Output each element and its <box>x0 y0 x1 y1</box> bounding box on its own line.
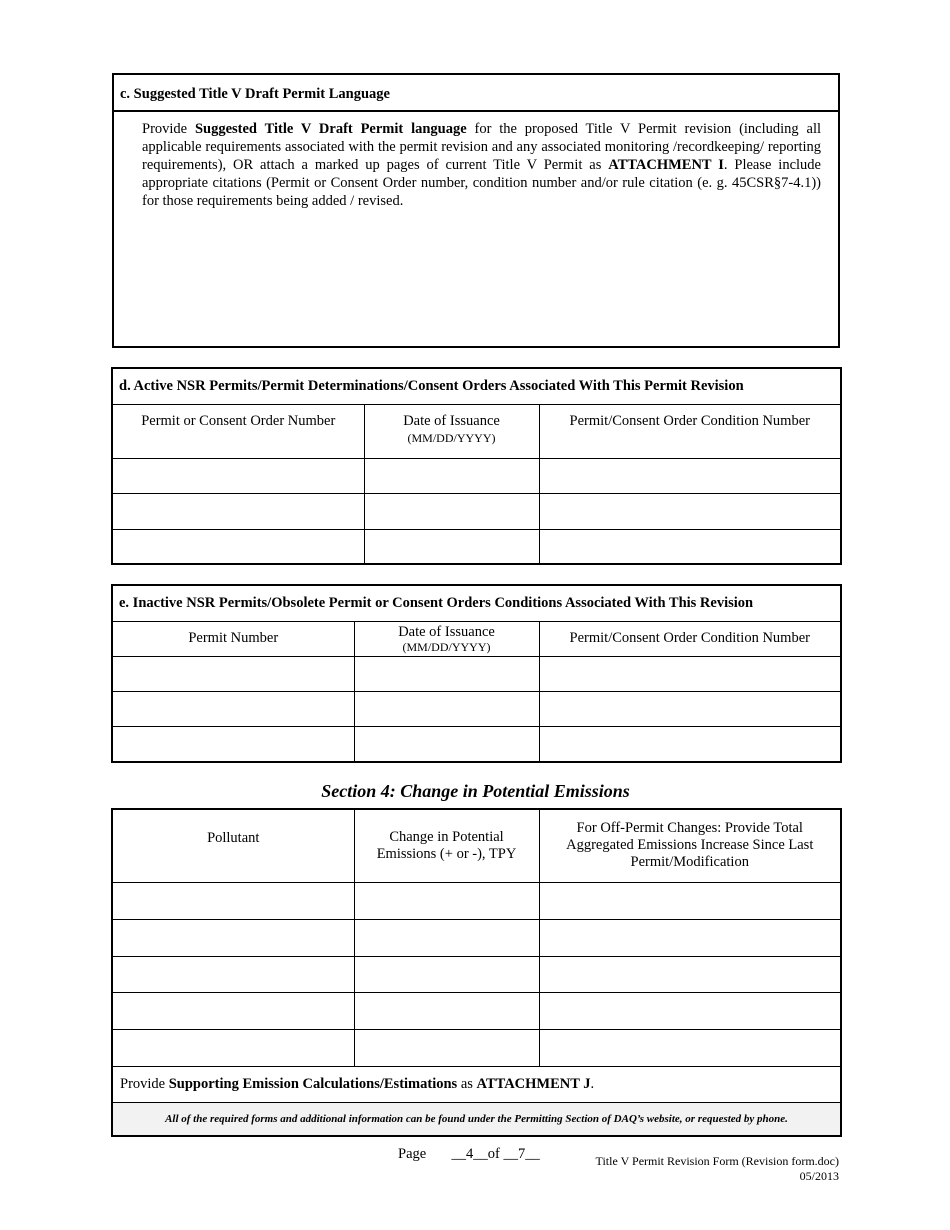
section-d-header: d. Active NSR Permits/Permit Determinations/Consent Orders Associated With This Permit Revision <box>112 368 841 404</box>
col-date-format: (MM/DD/YYYY) <box>402 639 491 654</box>
input-cell[interactable] <box>364 493 539 529</box>
text: for the proposed Title V Permit revision (including all applicable requirements associated with the permit revision and any associated monitoring /recordkeeping/ reporting requirements), OR attach a marked up pages of current Title V Permit as <box>142 121 822 173</box>
input-cell[interactable] <box>354 691 539 726</box>
input-cell[interactable] <box>539 656 841 691</box>
forms-note: All of the required forms and additional information can be found under the Permitting Section of DAQ’s website, or requested by phone. <box>112 1102 841 1136</box>
form-footer <box>596 1154 839 1184</box>
text-bold: Suggested Title V Draft Permit language <box>194 121 467 137</box>
col-permit-number: Permit or Consent Order Number <box>112 404 364 458</box>
text-bold: ATTACHMENT J <box>476 1075 591 1092</box>
input-cell[interactable] <box>539 529 841 564</box>
input-cell[interactable] <box>354 992 539 1029</box>
text: as <box>457 1075 477 1092</box>
section-c-instructions[interactable] <box>114 112 838 210</box>
section-c-box <box>112 73 840 348</box>
input-cell[interactable] <box>112 529 364 564</box>
input-cell[interactable] <box>112 656 354 691</box>
input-cell[interactable] <box>354 1029 539 1066</box>
section-e-header: e. Inactive NSR Permits/Obsolete Permit or Consent Orders Conditions Associated With This Revision <box>112 585 841 621</box>
input-cell[interactable] <box>112 691 354 726</box>
input-cell[interactable] <box>539 919 841 956</box>
section-c-header: c. Suggested Title V Draft Permit Language <box>114 75 838 112</box>
section-4-table <box>111 808 842 1137</box>
input-cell[interactable] <box>539 992 841 1029</box>
input-cell[interactable] <box>112 919 354 956</box>
col-change-emissions: Change in Potential Emissions (+ or -), TPY <box>354 809 539 882</box>
form-name: Title V Permit Revision Form (Revision form.doc) <box>595 1154 839 1168</box>
input-cell[interactable] <box>112 1029 354 1066</box>
input-cell[interactable] <box>112 882 354 919</box>
text: . <box>590 1075 595 1092</box>
col-date-issuance <box>364 404 539 458</box>
input-cell[interactable] <box>112 956 354 992</box>
section-e-table <box>111 584 842 763</box>
input-cell[interactable] <box>539 493 841 529</box>
text: Provide <box>142 121 195 137</box>
input-cell[interactable] <box>539 956 841 992</box>
input-cell[interactable] <box>112 458 364 493</box>
input-cell[interactable] <box>112 726 354 762</box>
form-date: 05/2013 <box>799 1169 839 1183</box>
input-cell[interactable] <box>354 726 539 762</box>
text: Provide <box>120 1075 169 1092</box>
col-date-format: (MM/DD/YYYY) <box>407 430 496 445</box>
input-cell[interactable] <box>354 956 539 992</box>
section-4-title: Section 4: Change in Potential Emissions <box>321 781 630 801</box>
input-cell[interactable] <box>539 1029 841 1066</box>
input-cell[interactable] <box>112 493 364 529</box>
input-cell[interactable] <box>364 458 539 493</box>
input-cell[interactable] <box>354 919 539 956</box>
attachment-j-instruction <box>112 1066 841 1102</box>
col-pollutant: Pollutant <box>112 809 354 882</box>
input-cell[interactable] <box>539 458 841 493</box>
input-cell[interactable] <box>354 882 539 919</box>
col-date-label: Date of Issuance <box>398 623 495 640</box>
col-condition-number: Permit/Consent Order Condition Number <box>539 404 841 458</box>
text: . Please include appropriate citations (Permit or Consent Order number, condition number and/or rule citation (e. g. 45CSR§7-4.1)) for those requirements being added / revised. <box>142 157 821 209</box>
input-cell[interactable] <box>539 882 841 919</box>
col-condition-number: Permit/Consent Order Condition Number <box>539 621 841 656</box>
col-date-issuance <box>354 621 539 656</box>
input-cell[interactable] <box>112 992 354 1029</box>
page-number: Page __4__of __7__ <box>398 1146 540 1162</box>
section-d-table <box>111 367 842 565</box>
input-cell[interactable] <box>539 691 841 726</box>
text-bold: ATTACHMENT I <box>608 157 724 173</box>
input-cell[interactable] <box>364 529 539 564</box>
col-date-label: Date of Issuance <box>403 412 500 429</box>
input-cell[interactable] <box>354 656 539 691</box>
col-off-permit-changes: For Off-Permit Changes: Provide Total Aggregated Emissions Increase Since Last Permit/Modification <box>539 809 841 882</box>
input-cell[interactable] <box>539 726 841 762</box>
text-bold: Supporting Emission Calculations/Estimations <box>168 1075 458 1092</box>
col-permit-number: Permit Number <box>112 621 354 656</box>
